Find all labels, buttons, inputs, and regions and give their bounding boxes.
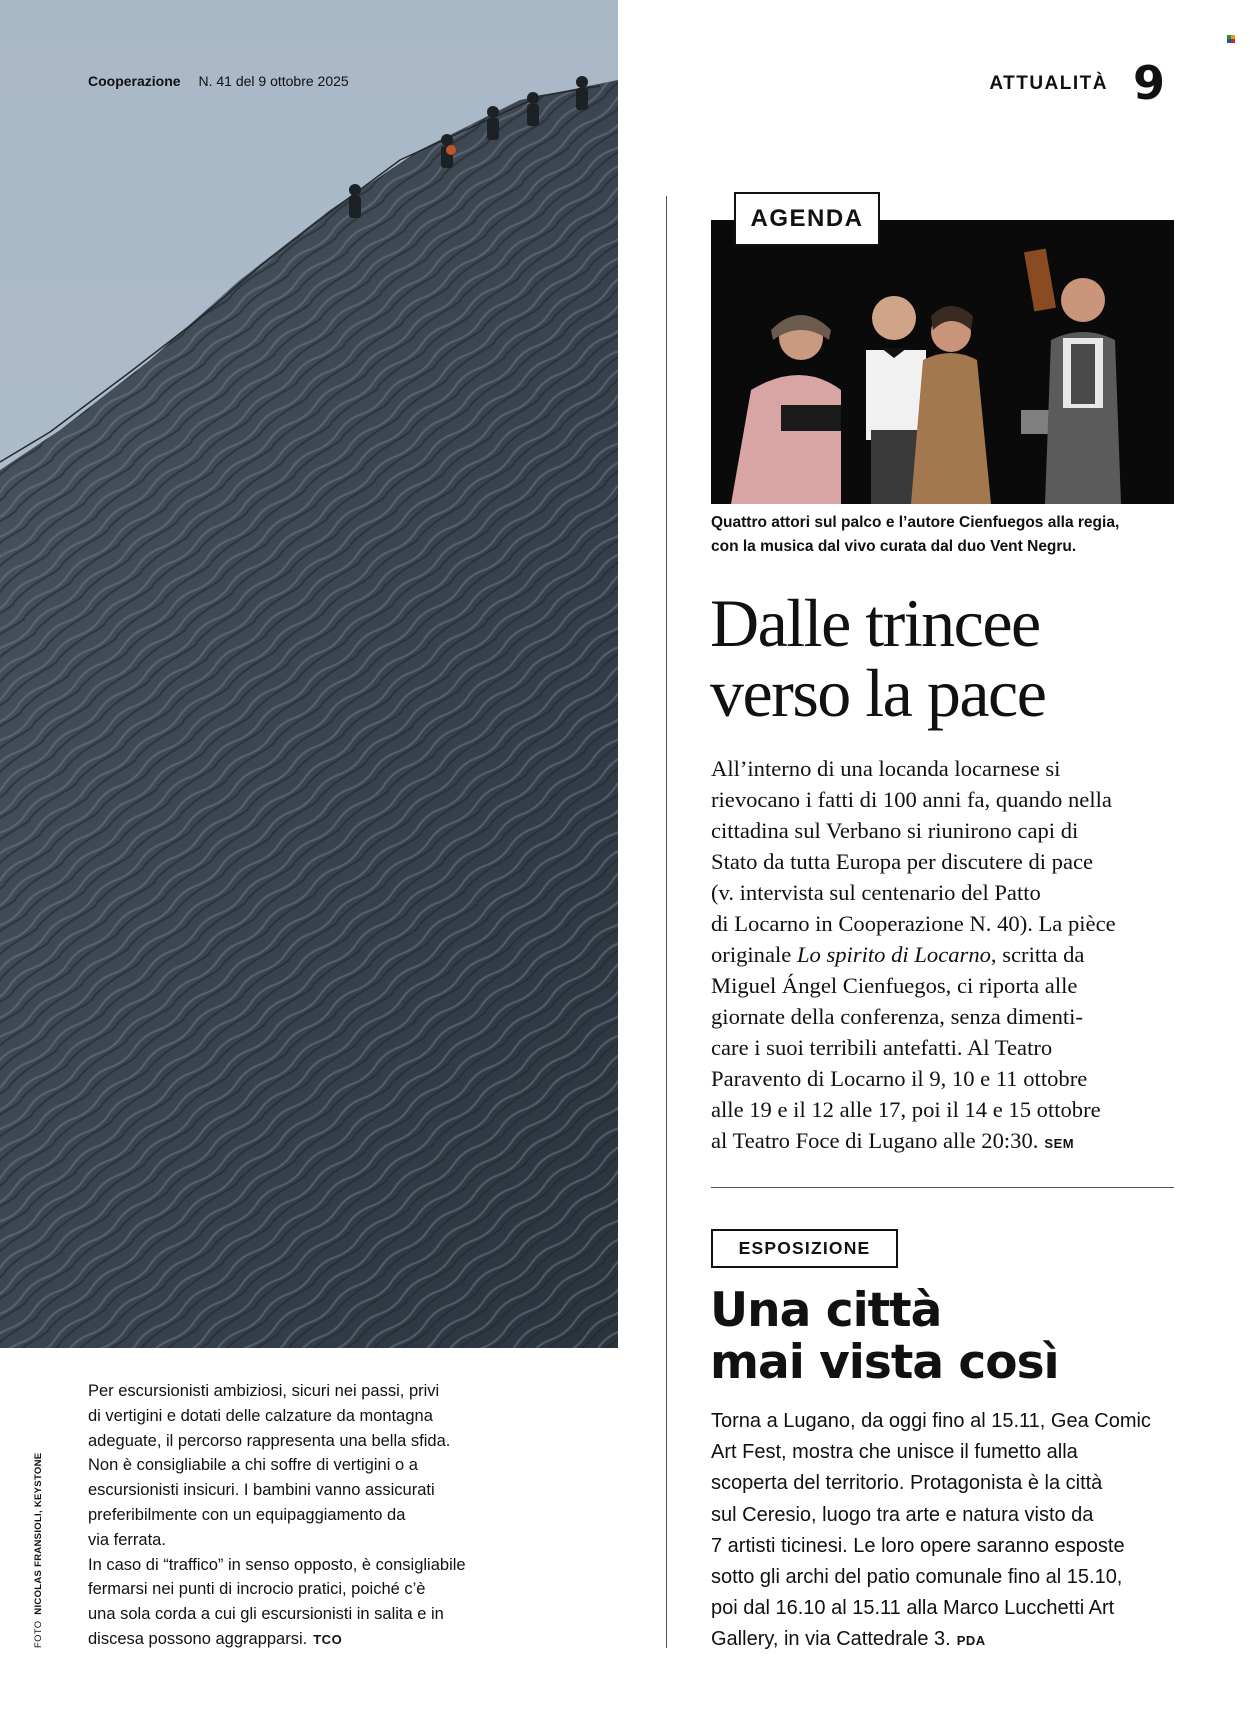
body-line: Torna a Lugano, da oggi fino al 15.11, Gea Comic	[711, 1410, 1151, 1432]
body-line: Paravento di Locarno il 9, 10 e 11 ottobre	[711, 1066, 1088, 1091]
caption-line: preferibilmente con un equipaggiamento da	[88, 1505, 406, 1524]
author-signature: PDA	[956, 1633, 986, 1649]
body-line: Stato da tutta Europa per discutere di pace	[711, 849, 1094, 874]
photo-caption-hiking	[88, 1379, 528, 1653]
body-line: sul Ceresio, luogo tra arte e natura visto da	[711, 1503, 1094, 1526]
caption-line: adeguate, il percorso rappresenta una bella sfida.	[88, 1431, 451, 1450]
body-line: giornate della conferenza, senza dimenti-	[711, 1004, 1083, 1029]
expo-body	[711, 1406, 1191, 1657]
body-line: rievocano i fatti di 100 anni fa, quando nella	[711, 787, 1112, 812]
body-line: Art Fest, mostra che unisce il fumetto alla	[711, 1441, 1078, 1464]
hikers-rock-photo	[0, 0, 618, 1348]
body-line: di Locarno in Cooperazione N. 40). La pièce	[711, 911, 1116, 936]
caption-line: di vertigini e dotati delle calzature da montagna	[88, 1406, 433, 1425]
body-line	[711, 939, 1191, 970]
credit-label: FOTO	[33, 1620, 44, 1648]
column-divider	[666, 196, 667, 1648]
agenda-body	[711, 753, 1191, 1159]
body-line: poi dal 16.10 al 15.11 alla Marco Lucchetti Art	[711, 1597, 1115, 1620]
registration-mark-icon	[1227, 35, 1235, 43]
section-label: ATTUALITÀ	[989, 73, 1108, 94]
body-line: Miguel Ángel Cienfuegos, ci riporta alle	[711, 973, 1078, 998]
body-line: care i suoi terribili antefatti. Al Teatro	[711, 1035, 1053, 1060]
caption-line: escursionisti insicuri. I bambini vanno assicurati	[88, 1481, 435, 1500]
headline-line: Dalle trincee	[710, 585, 1040, 661]
body-line: (v. intervista sul centenario del Patto	[711, 880, 1041, 905]
caption-line: Per escursionisti ambiziosi, sicuri nei passi, privi	[88, 1382, 440, 1400]
body-text: al Teatro Foce di Lugano alle 20:30.	[711, 1128, 1039, 1153]
caption-line-last	[88, 1627, 528, 1653]
body-line: cittadina sul Verbano si riunirono capi di	[711, 818, 1079, 843]
expo-tag: ESPOSIZIONE	[711, 1229, 898, 1268]
caption-line: Non è consigliabile a chi soffre di vertigini o a	[88, 1456, 418, 1475]
caption-line: con la musica dal vivo curata dal duo Vent Negru.	[711, 538, 1077, 555]
body-line: scoperta del territorio. Protagonista è la città	[711, 1472, 1103, 1495]
author-signature: SEM	[1044, 1136, 1075, 1151]
headline-line: verso la pace	[710, 655, 1046, 731]
body-line: alle 19 e il 12 alle 17, poi il 14 e 15 ottobre	[711, 1097, 1101, 1122]
credit-name: NICOLAS FRANSIOLI, KEYSTONE	[33, 1452, 44, 1615]
caption-line-text: discesa possono aggrapparsi.	[88, 1629, 308, 1648]
issue-info: N. 41 del 9 ottobre 2025	[198, 73, 349, 89]
photo-credit	[33, 1453, 44, 1648]
body-text: originale	[711, 942, 797, 967]
headline-line: mai vista così	[710, 1335, 1059, 1390]
play-title: Lo spirito di Locarno	[796, 942, 991, 967]
caption-line: Quattro attori sul palco e l’autore Cienfuegos alla regia,	[711, 514, 1120, 531]
masthead	[88, 73, 349, 89]
stage-photo-caption	[711, 511, 1181, 559]
body-line-last	[711, 1125, 1191, 1159]
article-divider	[711, 1187, 1174, 1188]
body-line: sotto gli archi del patio comunale fino al 15.10,	[711, 1566, 1123, 1589]
agenda-headline	[710, 585, 1190, 731]
author-signature: TCO	[313, 1631, 343, 1647]
rock-illustration	[0, 0, 618, 1348]
body-line: All’interno di una locanda locarnese si	[711, 756, 1061, 781]
stage-illustration	[711, 220, 1174, 504]
body-text: , scritta da	[990, 942, 1085, 967]
caption-line: via ferrata.	[88, 1530, 166, 1549]
caption-line: una sola corda a cui gli escursionisti in salita e in	[88, 1605, 444, 1624]
caption-line: In caso di “traffico” in senso opposto, è consigliabile	[88, 1555, 466, 1574]
publication-name: Cooperazione	[88, 73, 181, 89]
body-line: 7 artisti ticinesi. Le loro opere saranno esposte	[711, 1534, 1125, 1557]
expo-headline	[710, 1285, 1190, 1389]
body-line-last	[711, 1624, 1191, 1656]
body-text: Gallery, in via Cattedrale 3.	[711, 1628, 951, 1651]
agenda-tag: AGENDA	[734, 192, 880, 246]
page-number: 9	[1133, 56, 1166, 110]
caption-line: fermarsi nei punti di incrocio pratici, poiché c’è	[88, 1580, 426, 1599]
theatre-stage-photo	[711, 220, 1174, 504]
headline-line: Una città	[710, 1283, 942, 1338]
